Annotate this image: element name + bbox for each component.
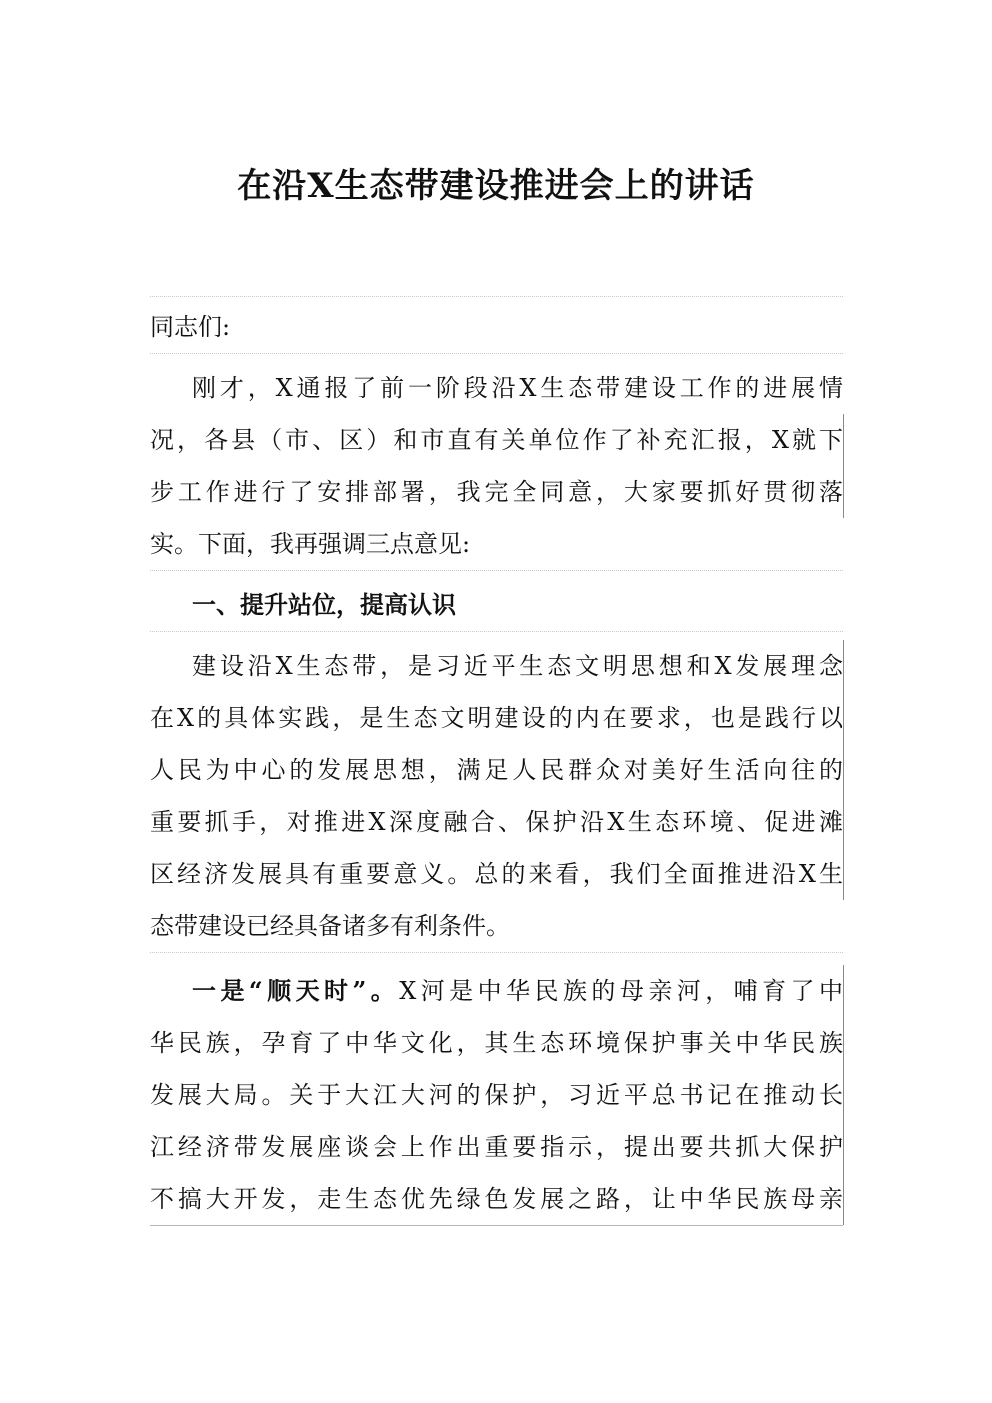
para1-line-5: 区经济发展具有重要意义。总的来看，我们全面推进沿X生 xyxy=(150,848,844,900)
para2-line-3: 发展大局。关于大江大河的保护，习近平总书记在推动长 xyxy=(150,1069,844,1121)
greeting: 同志们: xyxy=(150,313,231,341)
para2-line-2: 华民族，孕育了中华文化，其生态环境保护事关中华民族 xyxy=(150,1017,844,1069)
intro-line-4: 实。下面，我再强调三点意见: xyxy=(150,530,471,558)
intro-line-3: 步工作进行了安排部署，我完全同意，大家要抓好贯彻落 xyxy=(150,466,844,518)
section-heading-1: 一、提升站位，提高认识 xyxy=(192,590,456,619)
intro-line-2: 况，各县（市、区）和市直有关单位作了补充汇报，X就下 xyxy=(150,414,844,466)
para2-line-4: 江经济带发展座谈会上作出重要指示，提出要共抓大保护 xyxy=(150,1121,844,1173)
para1-line-4: 重要抓手，对推进X深度融合、保护沿X生态环境、促进滩 xyxy=(150,796,844,848)
intro-line-1: 刚才，X通报了前一阶段沿X生态带建设工作的进展情 xyxy=(192,374,843,402)
para1-line-3: 人民为中心的发展思想，满足人民群众对美好生活向往的 xyxy=(150,744,844,796)
para1-line-6: 态带建设已经具备诸多有利条件。 xyxy=(150,912,510,940)
bottom-divider xyxy=(150,1225,843,1226)
para2-line-1-rest: X河是中华民族的母亲河，哺育了中 xyxy=(399,977,844,1005)
document-body xyxy=(150,296,843,1226)
para2-lead-bold: 一是“顺天时”。 xyxy=(192,976,400,1005)
document-title: 在沿X生态带建设推进会上的讲话 xyxy=(237,166,755,206)
para2-line-5: 不搞大开发，走生态优先绿色发展之路，让中华民族母亲 xyxy=(150,1173,844,1225)
para1-line-1: 建设沿X生态带，是习近平生态文明思想和X发展理念 xyxy=(150,640,844,692)
para2-line-1 xyxy=(150,965,844,1017)
para1-line-2: 在X的具体实践，是生态文明建设的内在要求，也是践行以 xyxy=(150,692,844,744)
